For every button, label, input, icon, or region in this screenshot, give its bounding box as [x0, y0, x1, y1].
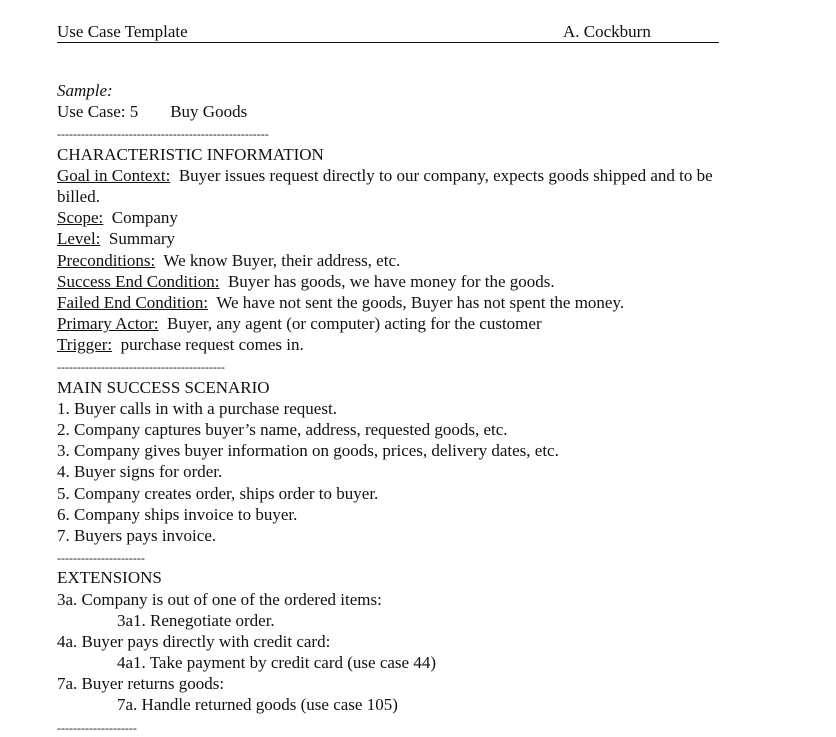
- extension-subitem: 3a1. Renegotiate order.: [117, 610, 275, 630]
- success-end-condition-label: Success End Condition:: [57, 271, 220, 291]
- scenario-step: 7. Buyers pays invoice.: [57, 525, 217, 545]
- extension-item: 7a. Buyer returns goods:: [57, 674, 225, 694]
- separator: ------------------------------------------: [57, 360, 225, 375]
- use-case-name: Buy Goods: [170, 102, 248, 122]
- goal-label: Goal in Context:: [57, 165, 171, 185]
- scope-row: [57, 207, 757, 228]
- scenario-step: 5. Company creates order, ships order to buyer.: [57, 483, 379, 503]
- section-heading-main-scenario: MAIN SUCCESS SCENARIO: [57, 377, 270, 397]
- success-end-condition-row: [57, 271, 757, 292]
- failed-end-condition-row: [57, 292, 757, 313]
- preconditions-value: We know Buyer, their address, etc.: [163, 250, 401, 270]
- extension-item: 3a. Company is out of one of the ordered items:: [57, 589, 382, 609]
- sample-label: Sample:: [57, 81, 113, 100]
- primary-actor-row: [57, 313, 757, 334]
- extension-subitem: 7a. Handle returned goods (use case 105): [117, 695, 398, 715]
- preconditions-label: Preconditions:: [57, 250, 156, 270]
- preconditions-row: [57, 250, 757, 271]
- goal-in-context: [57, 165, 717, 207]
- failed-end-condition-value: We have not sent the goods, Buyer has not spent the money.: [216, 292, 625, 312]
- page-header: [57, 20, 719, 43]
- section-heading-characteristic: CHARACTERISTIC INFORMATION: [57, 144, 324, 164]
- use-case-number: Use Case: 5: [57, 102, 139, 122]
- separator: ----------------------: [57, 551, 145, 566]
- section-heading-extensions: EXTENSIONS: [57, 568, 162, 588]
- separator: --------------------: [57, 720, 137, 735]
- goal-value: Buyer issues request directly to our company, expects goods shipped and to be billed.: [57, 165, 713, 206]
- extension-item: 4a. Buyer pays directly with credit card:: [57, 631, 331, 651]
- extension-subitem: 4a1. Take payment by credit card (use case 44): [117, 653, 436, 673]
- scenario-step: 3. Company gives buyer information on goods, prices, delivery dates, etc.: [57, 441, 559, 461]
- scenario-step: 4. Buyer signs for order.: [57, 462, 223, 482]
- failed-end-condition-label: Failed End Condition:: [57, 292, 209, 312]
- level-row: [57, 228, 757, 249]
- scope-value: Company: [111, 208, 178, 228]
- scenario-step: 1. Buyer calls in with a purchase request.: [57, 398, 337, 418]
- scenario-step: 6. Company ships invoice to buyer.: [57, 504, 298, 524]
- document-title: Use Case Template: [57, 22, 188, 41]
- use-case-title: [57, 101, 757, 122]
- success-end-condition-value: Buyer has goods, we have money for the goods.: [227, 271, 555, 291]
- scenario-step: 2. Company captures buyer’s name, address, requested goods, etc.: [57, 420, 508, 440]
- level-value: Summary: [108, 229, 176, 249]
- use-case-body: [57, 80, 757, 737]
- primary-actor-value: Buyer, any agent (or computer) acting for the customer: [167, 314, 542, 334]
- trigger-label: Trigger:: [57, 335, 113, 355]
- scope-label: Scope:: [57, 208, 104, 228]
- trigger-value: purchase request comes in.: [120, 335, 304, 355]
- level-label: Level:: [57, 229, 101, 249]
- document-author: A. Cockburn: [563, 22, 651, 41]
- separator: -----------------------------------------------------: [57, 127, 269, 142]
- trigger-row: [57, 334, 757, 355]
- primary-actor-label: Primary Actor:: [57, 314, 159, 334]
